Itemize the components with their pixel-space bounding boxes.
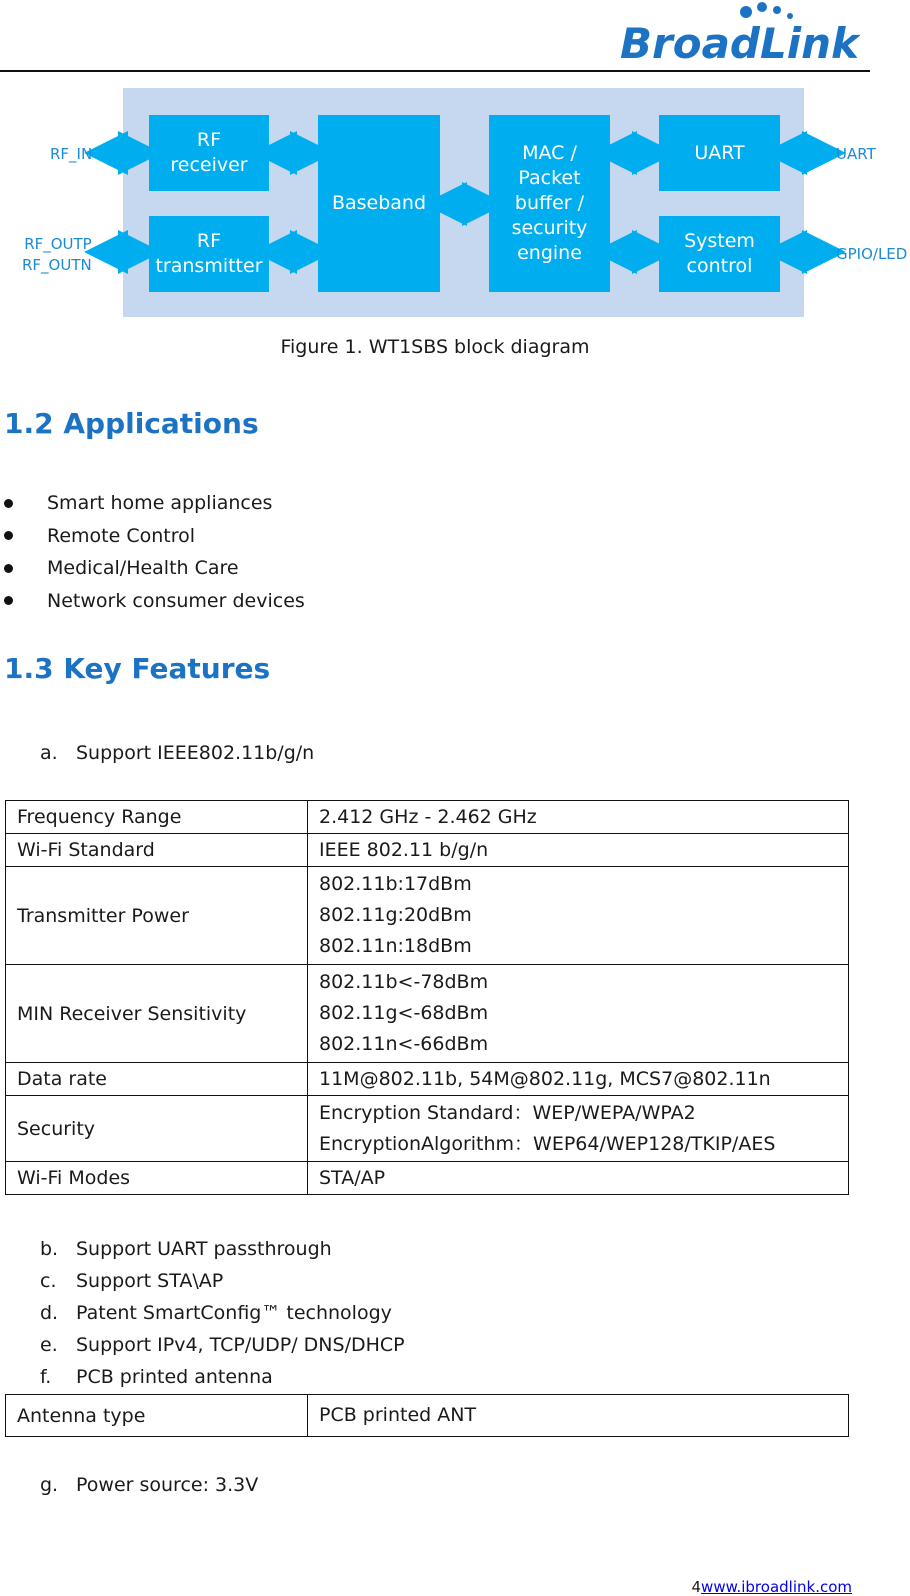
table-row: MIN Receiver Sensitivity 802.11b<-78dBm 802.11g<-68dBm 802.11n<-66dBm — [6, 965, 849, 1063]
bullet-icon — [4, 499, 13, 508]
table-row: Wi-Fi Standard IEEE 802.11 b/g/n — [6, 834, 849, 867]
mac-block: MAC / Packet buffer / security engine — [489, 115, 610, 292]
uart-block: UART — [659, 115, 780, 191]
rf-transmitter-block: RF transmitter — [149, 216, 269, 292]
list-item: e. Support IPv4, TCP/UDP/ DNS/DHCP — [40, 1334, 405, 1356]
page-number: 4 — [691, 1578, 702, 1596]
signal-rf-out: RF_OUTP RF_OUTN — [22, 235, 92, 274]
list-item: a. Support IEEE802.11b/g/n — [40, 742, 315, 764]
applications-heading: 1.2 Applications — [4, 407, 259, 440]
antenna-table — [5, 1394, 849, 1437]
list-item: Network consumer devices — [0, 585, 305, 618]
table-row: Transmitter Power 802.11b:17dBm 802.11g:20dBm 802.11n:18dBm — [6, 867, 849, 965]
list-item: d. Patent SmartConfig™ technology — [40, 1302, 392, 1324]
rf-receiver-block: RF receiver — [149, 115, 269, 191]
list-item: Remote Control — [0, 520, 305, 553]
bullet-icon — [4, 531, 13, 540]
list-item: c. Support STA\AP — [40, 1270, 224, 1292]
list-item: Medical/Health Care — [0, 552, 305, 585]
page-footer — [692, 1578, 853, 1596]
svg-text:BroadLink: BroadLink — [620, 19, 859, 66]
table-row: Wi-Fi Modes STA/AP — [6, 1162, 849, 1195]
features-heading: 1.3 Key Features — [4, 652, 271, 685]
system-control-block: System control — [659, 216, 780, 292]
signal-uart: UART — [836, 145, 876, 163]
table-row: Data rate 11M@802.11b, 54M@802.11g, MCS7@802.11n — [6, 1063, 849, 1096]
list-item: Smart home appliances — [0, 487, 305, 520]
signal-rf-in: RF_IN — [50, 145, 93, 163]
table-row: Security Encryption Standard：WEP/WEPA/WPA2 EncryptionAlgorithm：WEP64/WEP128/TKIP/AES — [6, 1096, 849, 1162]
bullet-icon — [4, 596, 13, 605]
baseband-block: Baseband — [318, 115, 440, 292]
table-row: Antenna type PCB printed ANT — [6, 1395, 849, 1437]
list-item: g. Power source: 3.3V — [40, 1474, 259, 1496]
list-item: b. Support UART passthrough — [40, 1238, 332, 1260]
bullet-icon — [4, 564, 13, 573]
spec-table — [5, 800, 849, 1195]
applications-list — [0, 487, 305, 617]
list-item: f. PCB printed antenna — [40, 1366, 273, 1388]
table-row: Frequency Range 2.412 GHz - 2.462 GHz — [6, 801, 849, 834]
figure-caption: Figure 1. WT1SBS block diagram — [280, 336, 590, 358]
signal-gpio: GPIO/LED — [836, 245, 908, 263]
website-link[interactable]: www.ibroadlink.com — [701, 1578, 852, 1596]
